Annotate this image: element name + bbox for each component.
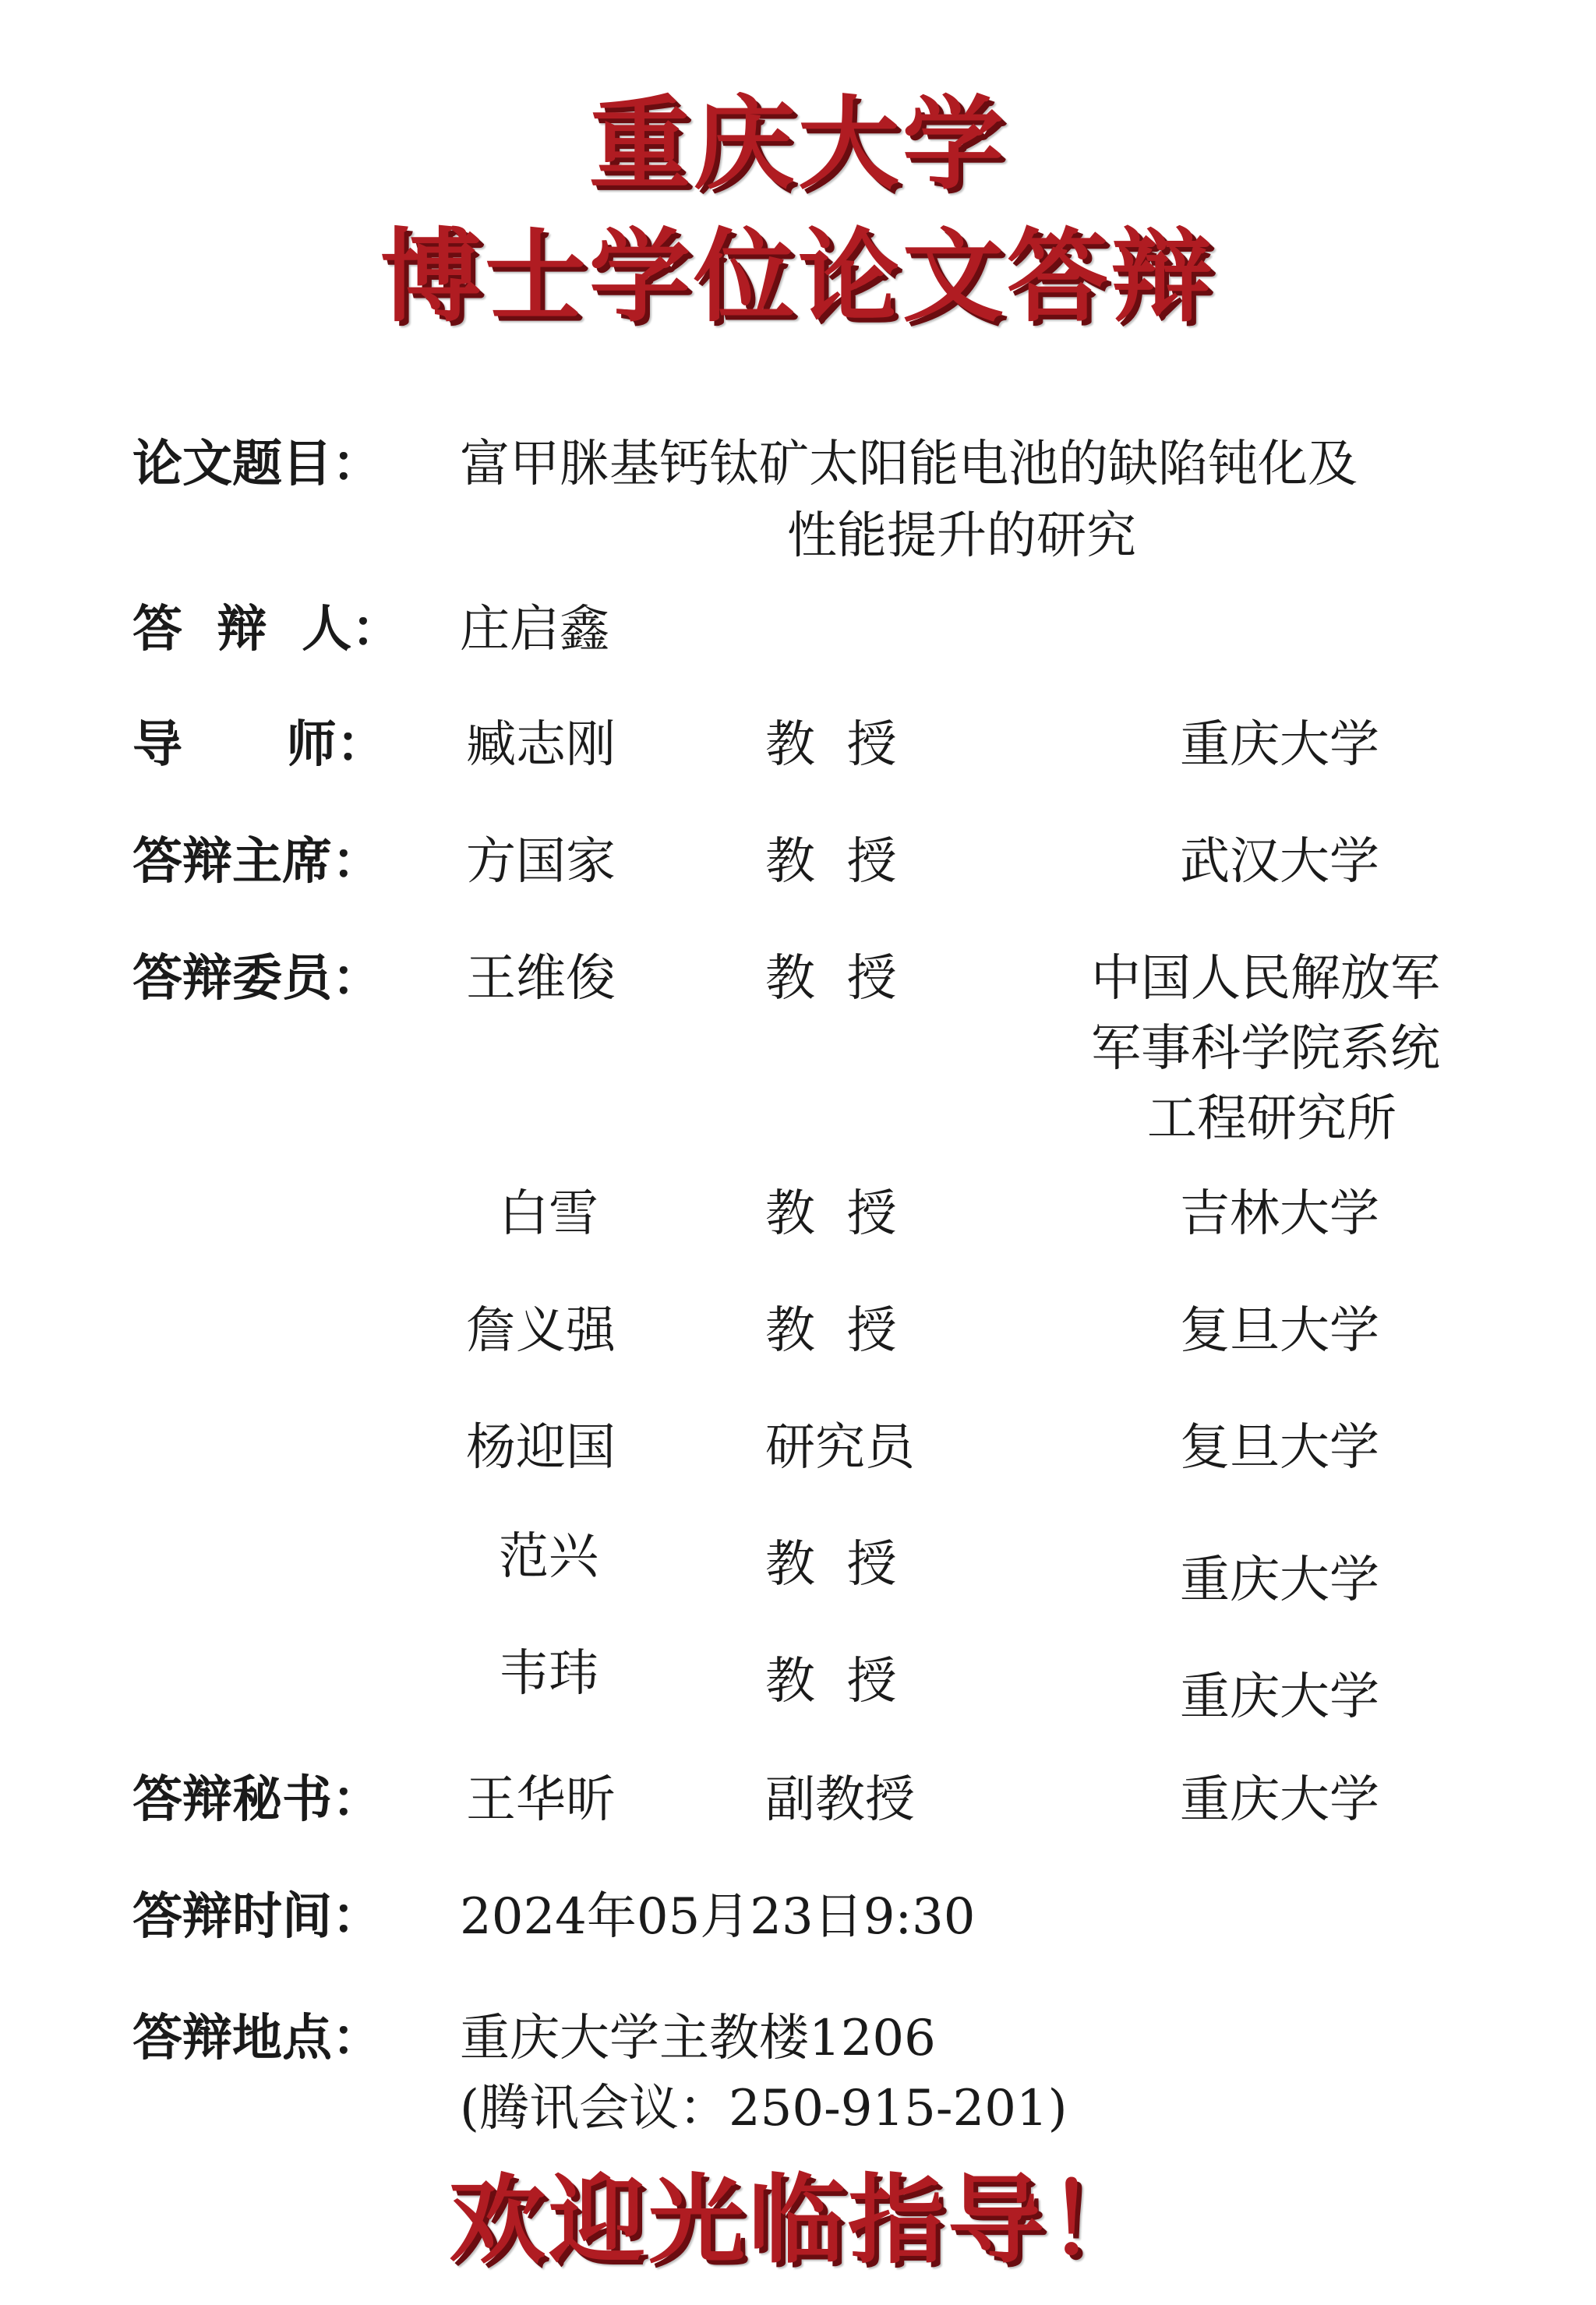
chair-affiliation: 武汉大学	[1180, 833, 1379, 891]
committee-member-name: 白雪	[499, 1185, 598, 1243]
committee-member-name: 詹义强	[466, 1302, 616, 1360]
committee-member-affiliation-line1: 中国人民解放军	[1091, 950, 1440, 1008]
committee-member-name: 王维俊	[466, 950, 616, 1008]
committee-member-title: 教 授	[765, 950, 897, 1008]
chair-label: 答辩主席：	[132, 832, 382, 891]
secretary-title: 副教授	[765, 1771, 915, 1829]
university-title: 重庆大学	[588, 85, 1007, 203]
committee-member-title: 教 授	[765, 1302, 897, 1360]
advisor-name: 臧志刚	[466, 716, 616, 774]
advisor-affiliation: 重庆大学	[1180, 716, 1379, 774]
committee-member-affiliation-line2: 军事科学院系统	[1091, 1020, 1440, 1078]
committee-label: 答辩委员：	[132, 949, 382, 1008]
committee-member-affiliation: 重庆大学	[1180, 1551, 1379, 1609]
chair-title: 教 授	[765, 833, 897, 891]
chair-name: 方国家	[466, 833, 616, 891]
committee-member-affiliation: 复旦大学	[1180, 1302, 1379, 1360]
committee-member-title: 教 授	[765, 1185, 897, 1243]
time-label: 答辩时间：	[132, 1887, 382, 1946]
thesis-title-line1: 富甲脒基钙钛矿太阳能电池的缺陷钝化及	[460, 436, 1358, 493]
thesis-label: 论文题目：	[132, 435, 382, 493]
defender-name: 庄启鑫	[460, 601, 609, 658]
committee-member-title: 研究员	[765, 1419, 915, 1477]
advisor-title: 教 授	[765, 716, 897, 774]
committee-member-affiliation-line3: 工程研究所	[1147, 1090, 1396, 1148]
committee-member-title: 教 授	[765, 1653, 897, 1710]
advisor-label: 导 师：	[132, 715, 387, 774]
committee-member-name: 杨迎国	[466, 1419, 616, 1477]
welcome-footer: 欢迎光临指导！	[448, 2165, 1147, 2277]
committee-member-affiliation: 复旦大学	[1180, 1419, 1379, 1477]
secretary-name: 王华昕	[466, 1771, 616, 1829]
event-title: 博士学位论文答辩	[380, 217, 1216, 336]
venue-label: 答辩地点：	[132, 2009, 382, 2067]
venue-meeting-id: (腾讯会议：250-915-201)	[460, 2080, 1068, 2137]
venue-location: 重庆大学主教楼1206	[460, 2010, 936, 2067]
secretary-label: 答辩秘书：	[132, 1770, 382, 1829]
thesis-title-line2: 性能提升的研究	[787, 507, 1136, 565]
defense-time: 2024年05月23日9:30	[460, 1888, 976, 1946]
committee-member-affiliation: 吉林大学	[1180, 1185, 1379, 1243]
committee-member-name: 范兴	[499, 1528, 598, 1586]
committee-member-affiliation: 重庆大学	[1180, 1668, 1379, 1726]
defender-label: 答 辩 人：	[132, 600, 402, 658]
secretary-affiliation: 重庆大学	[1180, 1771, 1379, 1829]
committee-member-name: 韦玮	[499, 1645, 598, 1703]
committee-member-title: 教 授	[765, 1536, 897, 1594]
